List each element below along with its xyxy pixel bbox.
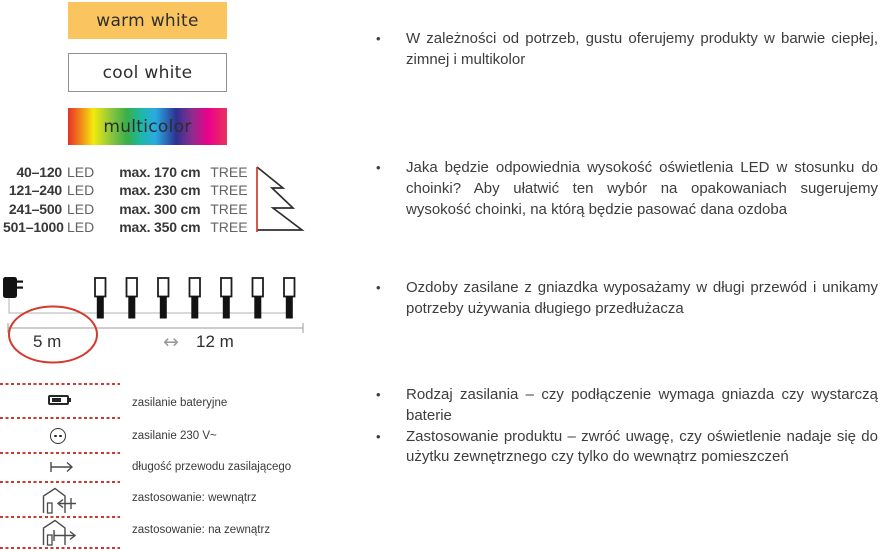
legend xyxy=(0,0,340,552)
led-range: 501–1000 xyxy=(3,218,64,235)
bullet-text: Zastosowanie produktu – zwróć uwagę, czy oświetlenie nadaje się do użytku zewnętrznego czy tylko do wewnątrz pomieszczeń xyxy=(406,427,878,466)
color-box-multicolor-label: multicolor xyxy=(103,116,192,137)
bullet-group-cord xyxy=(372,278,878,320)
bullet-icon: • xyxy=(376,428,381,444)
bullet-text: Rodzaj zasilania – czy podłączenie wymaga gniazda czy wystarczą baterie xyxy=(406,386,878,424)
cord-length-icon xyxy=(49,460,75,474)
battery-icon xyxy=(48,395,69,405)
legend-label-outdoor: zastosowanie: na zewnątrz xyxy=(132,524,271,536)
list-item xyxy=(372,427,878,469)
list-item xyxy=(372,158,878,220)
bullet-text: W zależności od potrzeb, gustu oferujemy produkty w barwie ciepłej, zimnej i multikolor xyxy=(406,30,878,68)
led-range: 40–120 xyxy=(16,164,62,180)
color-box-warm-white-label: warm white xyxy=(96,10,199,31)
bullet-icon: • xyxy=(376,31,381,46)
dotted-separator xyxy=(0,547,120,549)
led-range: 241–500 xyxy=(8,200,62,217)
tree-unit: TREE xyxy=(210,200,248,217)
bullet-group-tree-height xyxy=(372,158,878,220)
bullet-icon: • xyxy=(376,280,381,295)
color-box-cool-white-label: cool white xyxy=(102,62,193,83)
indoor-icon xyxy=(42,487,80,515)
bullet-icon: • xyxy=(376,160,381,175)
bullet-group-colors xyxy=(372,29,878,71)
legend-label-cord-length: długość przewodu zasilającego xyxy=(132,461,292,473)
tree-unit: TREE xyxy=(210,218,248,235)
tree-unit: TREE xyxy=(210,164,248,180)
string-length-label: 12 m xyxy=(196,332,234,351)
tree-height: max. 170 cm xyxy=(119,164,201,180)
bullet-text: Jaka będzie odpowiednia wysokość oświetlenia LED w stosunku do choinki? Aby ułatwić ten wybór na opakowaniach sugerujemy wysokość choinki, na którą będzie pasować dana ozdoba xyxy=(406,159,878,218)
dotted-separator xyxy=(0,452,120,454)
list-item xyxy=(372,278,878,320)
tree-unit: TREE xyxy=(210,182,248,199)
led-unit: LED xyxy=(67,218,95,235)
dotted-separator xyxy=(0,481,120,483)
legend-label-indoor: zastosowanie: wewnątrz xyxy=(132,492,257,504)
legend-label-socket: zasilanie 230 V~ xyxy=(132,430,217,442)
cord-length-label: 5 m xyxy=(33,332,62,351)
list-item xyxy=(372,29,878,71)
led-unit: LED xyxy=(67,164,95,180)
legend-label-battery: zasilanie bateryjne xyxy=(132,397,228,409)
double-arrow-icon: ↔ xyxy=(163,331,179,353)
led-range: 121–240 xyxy=(8,182,62,199)
outdoor-icon xyxy=(42,519,80,547)
bullet-icon: • xyxy=(376,387,381,402)
list-item xyxy=(372,385,878,427)
tree-height: max. 300 cm xyxy=(119,200,201,217)
tree-height: max. 350 cm xyxy=(119,218,201,235)
led-unit: LED xyxy=(67,200,95,217)
tree-height: max. 230 cm xyxy=(119,182,201,199)
bullet-group-power-usage xyxy=(372,385,878,468)
led-unit: LED xyxy=(67,182,95,199)
bullet-text: Ozdoby zasilane z gniazdka wyposażamy w długi przewód i unikamy potrzeby używania długiego przedłużacza xyxy=(406,279,878,317)
dotted-separator xyxy=(0,417,120,419)
dotted-separator xyxy=(0,383,120,385)
socket-icon xyxy=(50,428,66,444)
